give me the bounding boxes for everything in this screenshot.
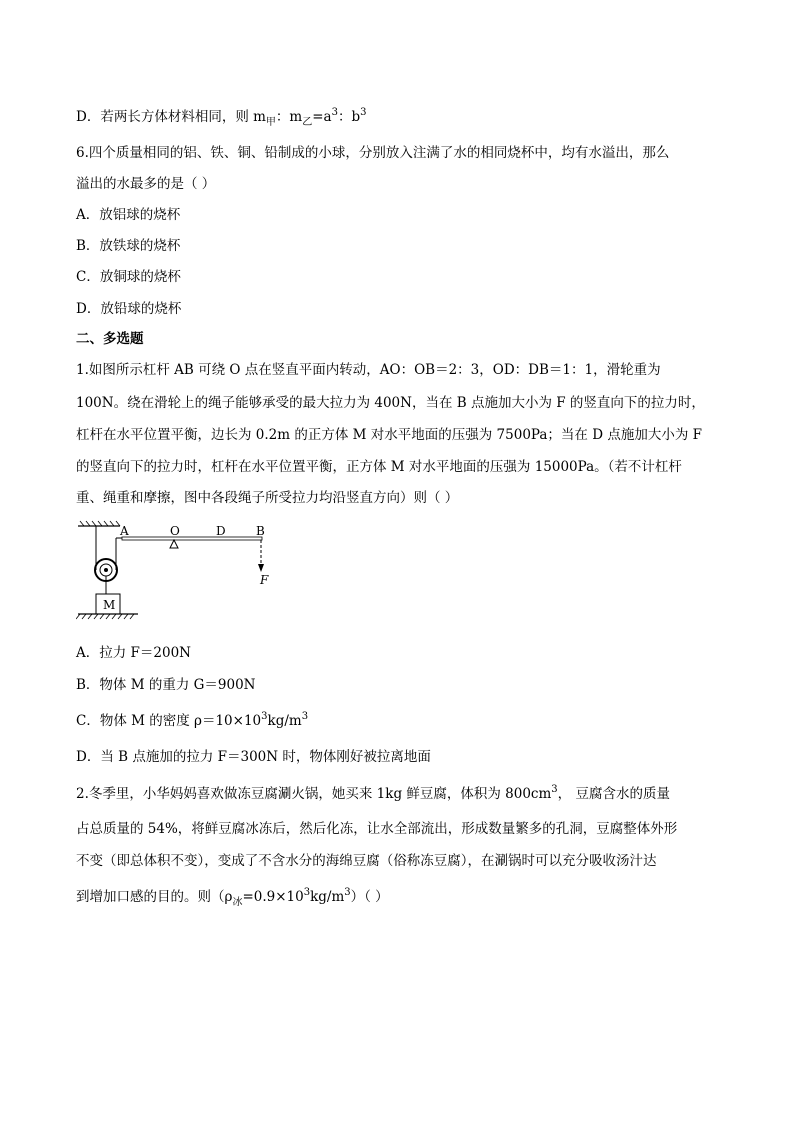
mq1-stem-line5: 重、绳重和摩擦，图中各段绳子所受拉力均沿竖直方向）则（ ） <box>76 490 459 506</box>
mq2-line1-prefix: 2.冬季里，小华妈妈喜欢做冻豆腐涮火锅，她买来 1kg 鲜豆腐，体积为 800cm <box>76 786 552 802</box>
ground <box>76 614 138 619</box>
ceiling-support <box>78 521 120 526</box>
mq1-option-c-sup1: 3 <box>261 711 268 722</box>
mq1-option-c-unit: kg/m <box>267 713 302 729</box>
mq2-line1-suffix: ， 豆腐含水的质量 <box>557 786 670 802</box>
label-m: M <box>103 598 116 612</box>
mq1-option-c <box>76 711 308 733</box>
mq2-line4-prefix: 到增加口感的目的。则（ρ <box>76 889 233 905</box>
mq2-line4-unit: kg/m <box>310 889 345 905</box>
q5-option-d <box>76 107 367 129</box>
q6-option-c: C．放铜球的烧杯 <box>76 269 181 285</box>
mq2-line4-sub: 冰 <box>232 897 243 908</box>
mq2-line4-suffix: ）（ ） <box>350 889 389 905</box>
label-d: D <box>216 524 226 538</box>
q6-option-a: A．放铝球的烧杯 <box>76 207 181 223</box>
section-title-multiple-choice: 二、多选题 <box>76 331 144 347</box>
lever-bar <box>122 537 262 540</box>
mq2-line4-mid: =0.9×10 <box>242 889 304 905</box>
lever-pulley-diagram <box>76 518 276 630</box>
q6-option-d: D．放铅球的烧杯 <box>76 301 182 317</box>
mq1-stem-line3: 杠杆在水平位置平衡，边长为 0.2m 的正方体 M 对水平地面的压强为 7500Pa；当在 D 点施加大小为 F <box>76 427 702 443</box>
mq2-line4-sup2: 3 <box>344 887 351 898</box>
fulcrum <box>170 540 178 548</box>
q5-option-d-prefix: D．若两长方体材料相同，则 m <box>76 109 266 125</box>
q5-option-d-colon: ：b <box>337 109 361 125</box>
label-o: O <box>170 524 180 538</box>
mq1-stem-line2: 100N。绕在滑轮上的绳子能够承受的最大拉力为 400N，当在 B 点施加大小为 F 的竖直向下的拉力时， <box>76 395 705 411</box>
mq1-option-d: D．当 B 点施加的拉力 F＝300N 时，物体刚好被拉离地面 <box>76 749 431 765</box>
label-b: B <box>256 524 265 538</box>
mq1-stem-line4: 的竖直向下的拉力时，杠杆在水平位置平衡，正方体 M 对水平地面的压强为 15000Pa。（若不计杠杆 <box>76 459 682 475</box>
mq1-option-c-sup2: 3 <box>301 711 309 722</box>
label-f: F <box>260 573 269 587</box>
q5-option-d-sup1: 3 <box>331 107 338 118</box>
q6-option-b: B．放铁球的烧杯 <box>76 238 181 254</box>
mq2-line4 <box>76 887 389 909</box>
mq2-line4-sup1: 3 <box>303 887 311 898</box>
mq1-option-a: A．拉力 F＝200N <box>76 645 191 661</box>
q6-stem-line1: 6.四个质量相同的铝、铁、铜、铅制成的小球，分别放入注满了水的相同烧杯中，均有水溢出，那么 <box>76 145 670 161</box>
mq1-stem-line1: 1.如图所示杠杆 AB 可绕 O 点在竖直平面内转动，AO：OB＝2：3，OD：DB＝1：1，滑轮重为 <box>76 362 661 378</box>
q5-option-d-sup2: 3 <box>360 107 367 118</box>
mq1-option-c-prefix: C．物体 M 的密度 ρ＝10×10 <box>76 713 262 729</box>
q6-stem-line2: 溢出的水最多的是（ ） <box>76 176 216 192</box>
q5-option-d-mid: ：m <box>275 109 303 125</box>
q5-option-d-sub2: 乙 <box>302 117 313 128</box>
label-a: A <box>120 524 129 538</box>
mq2-line2: 占总质量的 54%，将鲜豆腐冰冻后，然后化冻，让水全部流出，形成数量繁多的孔洞，豆腐整体外形 <box>76 821 678 837</box>
mq1-option-b: B．物体 M 的重力 G＝900N <box>76 677 256 693</box>
mq2-line1 <box>76 784 670 806</box>
mq2-line3: 不变（即总体积不变），变成了不含水分的海绵豆腐（俗称冻豆腐），在涮锅时可以充分吸收汤汁达 <box>76 853 657 869</box>
q5-option-d-eq: =a <box>312 109 332 125</box>
force-arrow-head <box>258 564 264 572</box>
q5-option-d-sub1: 甲 <box>265 117 276 128</box>
mq2-line1-sup: 3 <box>551 784 558 795</box>
